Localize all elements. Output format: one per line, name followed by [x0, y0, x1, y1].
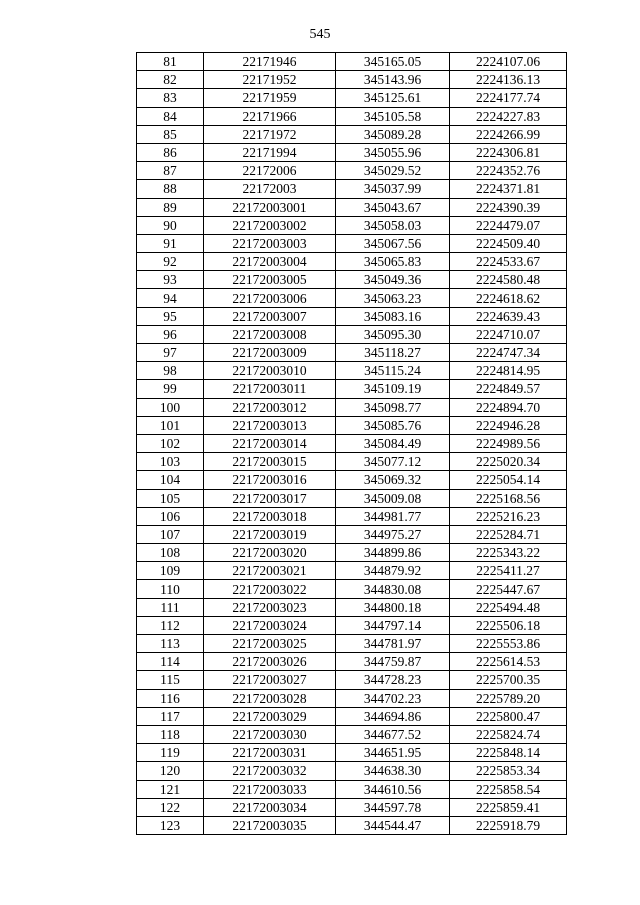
point-id-cell: 22172003033	[204, 780, 336, 798]
row-number-cell: 90	[137, 216, 204, 234]
x-coordinate-cell: 345029.52	[336, 162, 450, 180]
x-coordinate-cell: 344702.23	[336, 689, 450, 707]
x-coordinate-cell: 344899.86	[336, 544, 450, 562]
y-coordinate-cell: 2225858.54	[450, 780, 567, 798]
y-coordinate-cell: 2225447.67	[450, 580, 567, 598]
table-row	[137, 725, 567, 743]
x-coordinate-cell: 344781.97	[336, 635, 450, 653]
x-coordinate-cell: 344694.86	[336, 707, 450, 725]
row-number-cell: 106	[137, 507, 204, 525]
x-coordinate-cell: 344981.77	[336, 507, 450, 525]
row-number-cell: 84	[137, 107, 204, 125]
row-number-cell: 99	[137, 380, 204, 398]
point-id-cell: 22172003006	[204, 289, 336, 307]
y-coordinate-cell: 2225824.74	[450, 725, 567, 743]
row-number-cell: 116	[137, 689, 204, 707]
row-number-cell: 117	[137, 707, 204, 725]
x-coordinate-cell: 345055.96	[336, 143, 450, 161]
x-coordinate-cell: 344544.47	[336, 816, 450, 834]
table-row	[137, 762, 567, 780]
y-coordinate-cell: 2224849.57	[450, 380, 567, 398]
y-coordinate-cell: 2225411.27	[450, 562, 567, 580]
x-coordinate-cell: 345084.49	[336, 434, 450, 452]
point-id-cell: 22172003024	[204, 616, 336, 634]
point-id-cell: 22171972	[204, 125, 336, 143]
point-id-cell: 22172003009	[204, 344, 336, 362]
table-row	[137, 71, 567, 89]
point-id-cell: 22171959	[204, 89, 336, 107]
table-row	[137, 489, 567, 507]
y-coordinate-cell: 2225020.34	[450, 453, 567, 471]
point-id-cell: 22172006	[204, 162, 336, 180]
x-coordinate-cell: 345143.96	[336, 71, 450, 89]
table-row	[137, 107, 567, 125]
table-row	[137, 325, 567, 343]
row-number-cell: 104	[137, 471, 204, 489]
table-row	[137, 380, 567, 398]
point-id-cell: 22172003002	[204, 216, 336, 234]
row-number-cell: 120	[137, 762, 204, 780]
x-coordinate-cell: 345069.32	[336, 471, 450, 489]
table-row	[137, 198, 567, 216]
coordinates-table	[136, 52, 567, 835]
row-number-cell: 86	[137, 143, 204, 161]
point-id-cell: 22172003015	[204, 453, 336, 471]
point-id-cell: 22172003022	[204, 580, 336, 598]
row-number-cell: 85	[137, 125, 204, 143]
row-number-cell: 93	[137, 271, 204, 289]
y-coordinate-cell: 2225054.14	[450, 471, 567, 489]
point-id-cell: 22172003019	[204, 525, 336, 543]
y-coordinate-cell: 2224371.81	[450, 180, 567, 198]
x-coordinate-cell: 344610.56	[336, 780, 450, 798]
point-id-cell: 22171994	[204, 143, 336, 161]
y-coordinate-cell: 2225343.22	[450, 544, 567, 562]
y-coordinate-cell: 2224390.39	[450, 198, 567, 216]
y-coordinate-cell: 2225614.53	[450, 653, 567, 671]
table-row	[137, 653, 567, 671]
y-coordinate-cell: 2225700.35	[450, 671, 567, 689]
point-id-cell: 22172003028	[204, 689, 336, 707]
x-coordinate-cell: 345109.19	[336, 380, 450, 398]
point-id-cell: 22172003001	[204, 198, 336, 216]
y-coordinate-cell: 2224479.07	[450, 216, 567, 234]
point-id-cell: 22171952	[204, 71, 336, 89]
x-coordinate-cell: 344651.95	[336, 744, 450, 762]
y-coordinate-cell: 2224306.81	[450, 143, 567, 161]
y-coordinate-cell: 2225800.47	[450, 707, 567, 725]
point-id-cell: 22172003008	[204, 325, 336, 343]
table-row	[137, 816, 567, 834]
y-coordinate-cell: 2224580.48	[450, 271, 567, 289]
y-coordinate-cell: 2225216.23	[450, 507, 567, 525]
table-row	[137, 689, 567, 707]
row-number-cell: 111	[137, 598, 204, 616]
point-id-cell: 22172003007	[204, 307, 336, 325]
point-id-cell: 22172003031	[204, 744, 336, 762]
y-coordinate-cell: 2225168.56	[450, 489, 567, 507]
table-row	[137, 143, 567, 161]
row-number-cell: 87	[137, 162, 204, 180]
x-coordinate-cell: 345105.58	[336, 107, 450, 125]
point-id-cell: 22171966	[204, 107, 336, 125]
table-row	[137, 216, 567, 234]
row-number-cell: 122	[137, 798, 204, 816]
row-number-cell: 119	[137, 744, 204, 762]
x-coordinate-cell: 345058.03	[336, 216, 450, 234]
x-coordinate-cell: 345067.56	[336, 234, 450, 252]
point-id-cell: 22172003017	[204, 489, 336, 507]
row-number-cell: 100	[137, 398, 204, 416]
y-coordinate-cell: 2224509.40	[450, 234, 567, 252]
x-coordinate-cell: 345118.27	[336, 344, 450, 362]
x-coordinate-cell: 344879.92	[336, 562, 450, 580]
row-number-cell: 109	[137, 562, 204, 580]
row-number-cell: 110	[137, 580, 204, 598]
point-id-cell: 22172003020	[204, 544, 336, 562]
x-coordinate-cell: 345095.30	[336, 325, 450, 343]
y-coordinate-cell: 2225848.14	[450, 744, 567, 762]
point-id-cell: 22172003029	[204, 707, 336, 725]
point-id-cell: 22172003034	[204, 798, 336, 816]
x-coordinate-cell: 345098.77	[336, 398, 450, 416]
row-number-cell: 96	[137, 325, 204, 343]
table-row	[137, 89, 567, 107]
y-coordinate-cell: 2225506.18	[450, 616, 567, 634]
table-row	[137, 416, 567, 434]
y-coordinate-cell: 2225284.71	[450, 525, 567, 543]
row-number-cell: 108	[137, 544, 204, 562]
x-coordinate-cell: 345049.36	[336, 271, 450, 289]
x-coordinate-cell: 345125.61	[336, 89, 450, 107]
page-number: 545	[309, 27, 331, 42]
x-coordinate-cell: 345063.23	[336, 289, 450, 307]
row-number-cell: 94	[137, 289, 204, 307]
y-coordinate-cell: 2224352.76	[450, 162, 567, 180]
row-number-cell: 92	[137, 253, 204, 271]
point-id-cell: 22172003025	[204, 635, 336, 653]
table-row	[137, 798, 567, 816]
x-coordinate-cell: 345085.76	[336, 416, 450, 434]
point-id-cell: 22172003016	[204, 471, 336, 489]
table-row	[137, 434, 567, 452]
row-number-cell: 115	[137, 671, 204, 689]
table-row	[137, 562, 567, 580]
x-coordinate-cell: 344638.30	[336, 762, 450, 780]
table-row	[137, 125, 567, 143]
row-number-cell: 101	[137, 416, 204, 434]
y-coordinate-cell: 2225789.20	[450, 689, 567, 707]
y-coordinate-cell: 2224946.28	[450, 416, 567, 434]
table-row	[137, 398, 567, 416]
y-coordinate-cell: 2224814.95	[450, 362, 567, 380]
row-number-cell: 123	[137, 816, 204, 834]
y-coordinate-cell: 2225553.86	[450, 635, 567, 653]
x-coordinate-cell: 344759.87	[336, 653, 450, 671]
coordinates-table-body	[137, 53, 567, 835]
row-number-cell: 89	[137, 198, 204, 216]
x-coordinate-cell: 344975.27	[336, 525, 450, 543]
x-coordinate-cell: 344797.14	[336, 616, 450, 634]
point-id-cell: 22171946	[204, 53, 336, 71]
table-row	[137, 234, 567, 252]
x-coordinate-cell: 344830.08	[336, 580, 450, 598]
table-row	[137, 707, 567, 725]
point-id-cell: 22172003010	[204, 362, 336, 380]
row-number-cell: 107	[137, 525, 204, 543]
point-id-cell: 22172003027	[204, 671, 336, 689]
row-number-cell: 114	[137, 653, 204, 671]
table-row	[137, 344, 567, 362]
y-coordinate-cell: 2224618.62	[450, 289, 567, 307]
x-coordinate-cell: 345037.99	[336, 180, 450, 198]
point-id-cell: 22172003035	[204, 816, 336, 834]
y-coordinate-cell: 2224107.06	[450, 53, 567, 71]
y-coordinate-cell: 2224710.07	[450, 325, 567, 343]
table-row	[137, 362, 567, 380]
table-row	[137, 253, 567, 271]
x-coordinate-cell: 345083.16	[336, 307, 450, 325]
point-id-cell: 22172003030	[204, 725, 336, 743]
row-number-cell: 112	[137, 616, 204, 634]
point-id-cell: 22172003003	[204, 234, 336, 252]
point-id-cell: 22172003013	[204, 416, 336, 434]
row-number-cell: 88	[137, 180, 204, 198]
x-coordinate-cell: 345009.08	[336, 489, 450, 507]
table-row	[137, 53, 567, 71]
point-id-cell: 22172003	[204, 180, 336, 198]
y-coordinate-cell: 2224136.13	[450, 71, 567, 89]
table-row	[137, 162, 567, 180]
row-number-cell: 81	[137, 53, 204, 71]
point-id-cell: 22172003012	[204, 398, 336, 416]
table-row	[137, 471, 567, 489]
point-id-cell: 22172003032	[204, 762, 336, 780]
x-coordinate-cell: 344728.23	[336, 671, 450, 689]
x-coordinate-cell: 345165.05	[336, 53, 450, 71]
row-number-cell: 113	[137, 635, 204, 653]
table-row	[137, 525, 567, 543]
y-coordinate-cell: 2225853.34	[450, 762, 567, 780]
x-coordinate-cell: 344677.52	[336, 725, 450, 743]
table-row	[137, 271, 567, 289]
x-coordinate-cell: 345043.67	[336, 198, 450, 216]
table-row	[137, 671, 567, 689]
row-number-cell: 97	[137, 344, 204, 362]
row-number-cell: 91	[137, 234, 204, 252]
row-number-cell: 105	[137, 489, 204, 507]
row-number-cell: 83	[137, 89, 204, 107]
point-id-cell: 22172003021	[204, 562, 336, 580]
row-number-cell: 102	[137, 434, 204, 452]
table-row	[137, 307, 567, 325]
y-coordinate-cell: 2224533.67	[450, 253, 567, 271]
point-id-cell: 22172003023	[204, 598, 336, 616]
point-id-cell: 22172003014	[204, 434, 336, 452]
x-coordinate-cell: 345115.24	[336, 362, 450, 380]
point-id-cell: 22172003011	[204, 380, 336, 398]
table-row	[137, 453, 567, 471]
table-row	[137, 616, 567, 634]
point-id-cell: 22172003005	[204, 271, 336, 289]
x-coordinate-cell: 345077.12	[336, 453, 450, 471]
x-coordinate-cell: 345089.28	[336, 125, 450, 143]
x-coordinate-cell: 344597.78	[336, 798, 450, 816]
table-row	[137, 744, 567, 762]
y-coordinate-cell: 2225859.41	[450, 798, 567, 816]
point-id-cell: 22172003018	[204, 507, 336, 525]
row-number-cell: 121	[137, 780, 204, 798]
table-row	[137, 598, 567, 616]
table-row	[137, 780, 567, 798]
x-coordinate-cell: 344800.18	[336, 598, 450, 616]
table-row	[137, 635, 567, 653]
table-row	[137, 507, 567, 525]
y-coordinate-cell: 2224177.74	[450, 89, 567, 107]
y-coordinate-cell: 2224266.99	[450, 125, 567, 143]
point-id-cell: 22172003004	[204, 253, 336, 271]
y-coordinate-cell: 2224894.70	[450, 398, 567, 416]
table-row	[137, 289, 567, 307]
point-id-cell: 22172003026	[204, 653, 336, 671]
table-row	[137, 580, 567, 598]
y-coordinate-cell: 2224747.34	[450, 344, 567, 362]
row-number-cell: 98	[137, 362, 204, 380]
y-coordinate-cell: 2224227.83	[450, 107, 567, 125]
row-number-cell: 82	[137, 71, 204, 89]
row-number-cell: 103	[137, 453, 204, 471]
y-coordinate-cell: 2225918.79	[450, 816, 567, 834]
x-coordinate-cell: 345065.83	[336, 253, 450, 271]
row-number-cell: 118	[137, 725, 204, 743]
table-row	[137, 544, 567, 562]
table-row	[137, 180, 567, 198]
y-coordinate-cell: 2224639.43	[450, 307, 567, 325]
y-coordinate-cell: 2225494.48	[450, 598, 567, 616]
y-coordinate-cell: 2224989.56	[450, 434, 567, 452]
row-number-cell: 95	[137, 307, 204, 325]
